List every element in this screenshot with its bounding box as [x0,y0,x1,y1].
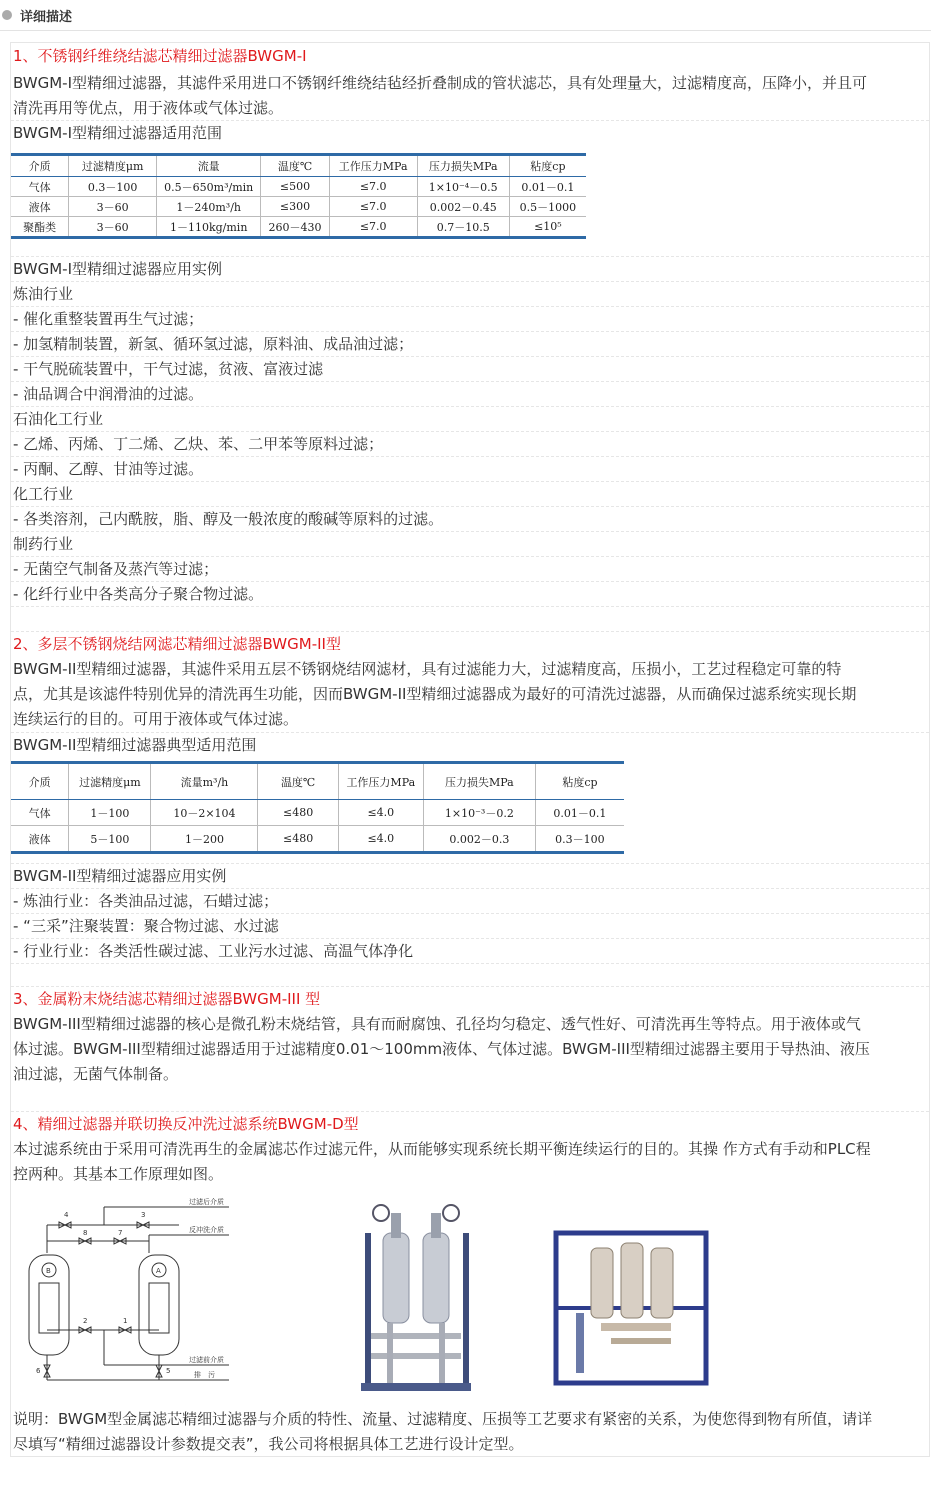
list-item: - 无菌空气制备及蒸汽等过滤； [11,556,929,582]
table-header-cell: 过滤精度μm [69,763,151,800]
table-header-cell: 粘度cp [509,155,586,177]
table-cell: 3－60 [69,217,157,238]
diagram-valve-number: 4 [64,1211,69,1219]
table-cell: ≤4.0 [338,800,423,826]
table-cell: 0.3－100 [535,826,624,853]
section2-title: 2、多层不锈钢烧结网滤芯精细过滤器BWGM-II型 [11,631,929,657]
section3-desc-line: 体过滤。BWGM-III型精细过滤器适用于过滤精度0.01～100mm液体、气体过滤。BWGM-III型精细过滤器主要用于导热油、液压 [13,1040,870,1058]
section3-desc-line: 油过滤，无菌气体制备。 [13,1065,179,1083]
section2-spec-table [11,761,624,854]
list-item: 石油化工行业 [11,406,929,432]
table-header-cell: 温度℃ [258,763,338,800]
section1-desc [13,71,927,121]
section1-example-title: BWGM-I型精细过滤器应用实例 [11,256,929,282]
diagram-valve-number: 5 [166,1367,171,1375]
content-panel [10,42,930,1457]
table-cell: 5－100 [69,826,151,853]
list-item: 制药行业 [11,531,929,557]
list-item: - “三采”注聚装置：聚合物过滤、水过滤 [11,913,929,939]
table-cell: ≤10⁵ [509,217,586,238]
section1-title: 1、不锈钢纤维绕结滤芯精细过滤器BWGM-I [13,47,307,65]
table-cell: 聚酯类 [11,217,69,238]
section2-desc-line: BWGM-II型精细过滤器，其滤件采用五层不锈钢烧结网滤材，具有过滤能力大，过滤精度高，压损小，工艺过程稳定可靠的特 [13,660,842,678]
table-cell: 液体 [11,197,69,217]
table-cell: 10－2×104 [151,800,258,826]
table-header-cell: 介质 [11,155,69,177]
detail-header [0,0,931,31]
table-cell: ≤480 [258,800,338,826]
table-header-cell: 过滤精度μm [69,155,157,177]
table-cell: 气体 [11,800,69,826]
table-cell: ≤500 [261,177,329,197]
section2-desc-line: 点，尤其是该滤件特别优异的清洗再生功能，因而BWGM-II型精细过滤器成为最好的可清洗过滤器，从而确保过滤系统实现长期 [13,685,857,703]
list-item: - 行业行业：各类活性碳过滤、工业污水过滤、高温气体净化 [11,938,929,964]
list-item: - 催化重整装置再生气过滤； [11,306,929,332]
design-note-line: 说明：BWGM型金属滤芯精细过滤器与介质的特性、流量、过滤精度、压损等工艺要求有紧密的关系，为使您得到物有所值，请详 [13,1410,873,1428]
list-item: - 油品调合中润滑油的过滤。 [11,381,929,407]
bullet-icon [2,10,12,20]
diagram-valve-number: 2 [83,1317,88,1325]
table-header-cell: 工作压力MPa [338,763,423,800]
section2-desc-line: 连续运行的目的。可用于液体或气体过滤。 [13,710,299,728]
table-cell: 0.7－10.5 [417,217,509,238]
section2-scope-title: BWGM-II型精细过滤器典型适用范围 [11,732,929,758]
design-note-line: 尽填写“精细过滤器设计参数提交表”，我公司将根据具体工艺进行设计定型。 [13,1435,524,1453]
list-item: - 各类溶剂，己内酰胺，脂、醇及一般浓度的酸碱等原料的过滤。 [11,506,929,532]
table-cell: ≤480 [258,826,338,853]
table-header-cell: 压力损失MPa [423,763,535,800]
table-header-row [11,763,624,800]
section4-desc [13,1137,927,1187]
list-item: 化工行业 [11,481,929,507]
header-title: 详细描述 [20,10,73,25]
diagram-label: 过滤后介质 [189,1198,224,1206]
list-item: - 乙烯、丙烯、丁二烯、乙炔、苯、二甲苯等原料过滤； [11,431,929,457]
table-header-cell: 流量m³/h [151,763,258,800]
section3-title: 3、金属粉末烧结滤芯精细过滤器BWGM-III 型 [11,986,929,1012]
table-cell: 1－200 [151,826,258,853]
diagram-label: 过滤前介质 [189,1356,224,1364]
spacer-row [11,963,929,988]
table-header-cell: 压力损失MPa [417,155,509,177]
table-cell: ≤7.0 [329,197,417,217]
section4-desc-line: 控两种。其基本工作原理如图。 [13,1165,224,1183]
table-row [11,826,624,853]
section4-title: 4、精细过滤器并联切换反冲洗过滤系统BWGM-D型 [11,1111,929,1137]
table-cell: 1－240m³/h [157,197,261,217]
table-header-cell: 流量 [157,155,261,177]
table-cell: ≤300 [261,197,329,217]
table-cell: 0.002－0.3 [423,826,535,853]
section1-spec-table [11,153,586,239]
table-header-cell: 工作压力MPa [329,155,417,177]
diagram-label: 排 污 [194,1371,215,1379]
table-cell: 气体 [11,177,69,197]
diagram-valve-number: 3 [141,1211,146,1219]
diagram-label: 反冲洗介质 [189,1226,224,1234]
table-cell: 0.5－1000 [509,197,586,217]
table-cell: 1×10⁻³－0.2 [423,800,535,826]
table-cell: 0.3－100 [69,177,157,197]
table-row [11,177,586,197]
filter-unit-photo [351,1193,491,1398]
table-cell: 3－60 [69,197,157,217]
diagram-valve-number: 7 [118,1229,123,1237]
section1-scope-title: BWGM-I型精细过滤器适用范围 [11,120,929,146]
table-cell: 1×10⁻⁴－0.5 [417,177,509,197]
table-cell: 260－430 [261,217,329,238]
table-cell: 0.5－650m³/min [157,177,261,197]
table-row [11,800,624,826]
section2-desc [13,657,927,732]
section1-desc-line: BWGM-I型精细过滤器，其滤件采用进口不锈钢纤维绕结毡经折叠制成的管状滤芯，具有处理量大，过滤精度高，压降小，并且可 [13,74,867,92]
section3-desc [13,1012,927,1087]
list-item: - 丙酮、乙醇、甘油等过滤。 [11,456,929,482]
table-cell: 0.01－0.1 [509,177,586,197]
table-cell: 0.01－0.1 [535,800,624,826]
table-row [11,217,586,238]
section1-desc-line: 清洗再用等优点，用于液体或气体过滤。 [13,99,284,117]
list-item: - 干气脱硫装置中，干气过滤，贫液、富液过滤 [11,356,929,382]
table-header-cell: 温度℃ [261,155,329,177]
list-item: - 炼油行业：各类油品过滤，石蜡过滤； [11,888,929,914]
flow-schematic-diagram [19,1198,239,1395]
list-item: - 加氢精制装置，新氢、循环氢过滤，原料油、成品油过滤； [11,331,929,357]
vessel-b-label: B [46,1267,51,1275]
list-item: - 化纤行业中各类高分子聚合物过滤。 [11,581,929,607]
table-header-cell: 介质 [11,763,69,800]
table-cell: 0.002－0.45 [417,197,509,217]
section4-desc-line: 本过滤系统由于采用可清洗再生的金属滤芯作过滤元件，从而能够实现系统长期平衡连续运行的目的。其操 作方式有手动和PLC程 [13,1140,871,1158]
diagram-valve-number: 6 [36,1367,41,1375]
table-cell: ≤7.0 [329,177,417,197]
table-header-row [11,155,586,177]
section3-desc-line: BWGM-III型精细过滤器的核心是微孔粉末烧结管，具有而耐腐蚀、孔径均匀稳定、透气性好、可清洗再生等特点。用于液体或气 [13,1015,861,1033]
table-cell: 1－100 [69,800,151,826]
table-header-cell: 粘度cp [535,763,624,800]
section2-example-title: BWGM-II型精细过滤器应用实例 [11,863,929,889]
list-item: 炼油行业 [11,281,929,307]
diagram-valve-number: 8 [83,1229,88,1237]
table-cell: 液体 [11,826,69,853]
table-cell: ≤7.0 [329,217,417,238]
vessel-a-label: A [156,1267,161,1275]
skid-system-photo [551,1223,711,1393]
diagram-valve-number: 1 [123,1317,128,1325]
table-cell: ≤4.0 [338,826,423,853]
spacer-row [11,606,929,631]
design-note [13,1407,927,1457]
table-row [11,197,586,217]
table-cell: 1－110kg/min [157,217,261,238]
